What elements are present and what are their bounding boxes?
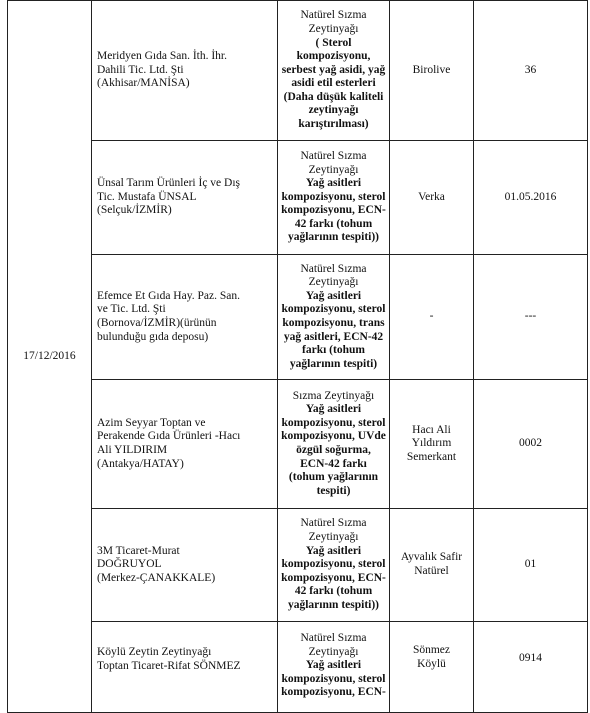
product-cell bbox=[278, 380, 390, 509]
product-title bbox=[281, 150, 386, 177]
text-line: Zeytinyağı bbox=[308, 531, 359, 544]
text-line: Natürel Sızma bbox=[300, 9, 367, 22]
text-line: kompozisyonu, trans bbox=[282, 317, 385, 329]
text-line: Yağ asitleri bbox=[305, 403, 362, 416]
product-cell bbox=[278, 141, 390, 255]
text-line: Sönmez bbox=[412, 644, 451, 656]
lot-cell: --- bbox=[474, 255, 588, 380]
text-line: (Daha düşük kaliteli bbox=[283, 90, 384, 103]
product-title bbox=[281, 390, 386, 404]
text-line: kompozisyonu, sterol bbox=[281, 558, 386, 571]
text-line: Zeytinyağı bbox=[308, 276, 359, 289]
firm-cell bbox=[92, 622, 278, 713]
product-nonconformity bbox=[281, 545, 386, 613]
text-line: ECN-42 farkı bbox=[300, 457, 367, 470]
text-line: kompozisyonu, sterol bbox=[281, 190, 386, 203]
text-line: kompozisyonu, UVde bbox=[281, 430, 386, 443]
text-line: Ali YILDIRIM bbox=[97, 444, 168, 456]
text-line: Zeytinyağı bbox=[308, 645, 359, 658]
text-line: kompozisyonu, sterol bbox=[281, 416, 386, 429]
table-row bbox=[8, 141, 588, 255]
product-cell bbox=[278, 509, 390, 622]
brand-cell bbox=[390, 255, 474, 380]
text-line: kompozisyonu, sterol bbox=[281, 303, 386, 316]
text-line: Zeytinyağı bbox=[308, 22, 359, 35]
text-line: Köylü Zeytin Zeytinyağı bbox=[97, 646, 212, 658]
brand-cell bbox=[390, 380, 474, 509]
text-line: zeytinyağı bbox=[308, 104, 359, 117]
text-line: tespiti) bbox=[316, 484, 351, 497]
text-line: kompozisyonu, ECN- bbox=[281, 571, 386, 584]
text-line: yağ asitleri, ECN-42 bbox=[283, 330, 384, 343]
text-line: Zeytinyağı bbox=[308, 163, 359, 176]
table-body bbox=[8, 1, 588, 713]
product-title bbox=[281, 517, 386, 544]
product-title bbox=[281, 263, 386, 290]
brand-cell bbox=[390, 141, 474, 255]
text-line: Perakende Gıda Ürünleri -Hacı bbox=[97, 430, 241, 443]
product-nonconformity bbox=[281, 37, 386, 132]
text-line: (Antakya/HATAY) bbox=[97, 457, 184, 470]
text-line: yağlarının tespiti)) bbox=[287, 598, 380, 611]
table-row bbox=[8, 509, 588, 622]
product-nonconformity bbox=[281, 659, 386, 700]
text-line: 42 farkı (tohum bbox=[294, 585, 373, 598]
product-cell bbox=[278, 255, 390, 380]
text-line: kompozisyonu, bbox=[296, 50, 371, 63]
firm-cell bbox=[92, 509, 278, 622]
text-line: Birolive bbox=[412, 63, 451, 76]
text-line: Natürel Sızma bbox=[300, 149, 367, 162]
product-cell bbox=[278, 622, 390, 713]
firm-cell bbox=[92, 1, 278, 141]
text-line: (tohum yağlarının bbox=[288, 471, 379, 484]
lot-cell: 01.05.2016 bbox=[474, 141, 588, 255]
product-title bbox=[281, 632, 386, 659]
text-line: Azim Seyyar Toptan ve bbox=[97, 416, 206, 429]
text-line: Semerkant bbox=[406, 450, 457, 463]
text-line: Toptan Ticaret-Rifat SÖNMEZ bbox=[97, 659, 241, 672]
text-line: kompozisyonu, ECN- bbox=[281, 686, 386, 699]
text-line: Dahili Tic. Ltd. Şti bbox=[97, 63, 184, 76]
table-row bbox=[8, 380, 588, 509]
text-line: 42 farkı (tohum bbox=[294, 217, 373, 230]
text-line: serbest yağ asidi, yağ bbox=[281, 63, 386, 76]
text-line: Yağ asitleri bbox=[305, 659, 362, 672]
product-nonconformity bbox=[281, 177, 386, 245]
inspection-date-cell: 17/12/2016 bbox=[8, 1, 92, 713]
text-line: DOĞRUYOL bbox=[97, 558, 162, 571]
text-line: (Merkez-ÇANAKKALE) bbox=[97, 571, 216, 584]
text-line: Ayvalık Safir bbox=[400, 551, 463, 564]
text-line: Yağ asitleri bbox=[305, 544, 362, 557]
text-line: Ünsal Tarım Ürünleri İç ve Dış bbox=[97, 177, 241, 190]
text-line: karıştırılması) bbox=[298, 118, 369, 131]
text-line: farkı (tohum bbox=[302, 344, 365, 357]
text-line: Tic. Mustafa ÜNSAL bbox=[97, 190, 197, 203]
text-line: Efemce Et Gıda Hay. Paz. San. bbox=[97, 289, 240, 302]
text-line: (Selçuk/İZMİR) bbox=[97, 204, 172, 217]
text-line: bulunduğu gıda deposu) bbox=[97, 330, 209, 343]
inspection-results-table bbox=[7, 0, 588, 713]
lot-cell: 36 bbox=[474, 1, 588, 141]
brand-cell bbox=[390, 509, 474, 622]
brand-cell bbox=[390, 1, 474, 141]
text-line: özgül soğurma, bbox=[296, 444, 371, 456]
text-line: Hacı Ali bbox=[412, 423, 451, 436]
text-line: Köylü bbox=[417, 657, 446, 670]
text-line: Natürel bbox=[414, 565, 449, 577]
text-line: Verka bbox=[418, 190, 445, 203]
text-line: Yağ asitleri bbox=[305, 289, 362, 302]
text-line: Yıldırım bbox=[411, 437, 452, 450]
lot-cell: 0914 bbox=[474, 622, 588, 713]
text-line: kompozisyonu, ECN- bbox=[281, 204, 386, 217]
text-line: Natürel Sızma bbox=[300, 517, 367, 530]
text-line: asidi etil esterleri bbox=[291, 77, 376, 90]
product-nonconformity bbox=[281, 290, 386, 372]
text-line: ve Tic. Ltd. Şti bbox=[97, 303, 166, 316]
firm-cell bbox=[92, 380, 278, 509]
text-line: (Akhisar/MANİSA) bbox=[97, 77, 190, 90]
text-line: ( Sterol bbox=[315, 36, 352, 49]
brand-cell bbox=[390, 622, 474, 713]
text-line: Sızma Zeytinyağı bbox=[292, 389, 375, 402]
text-line: yağlarının tespiti)) bbox=[287, 231, 380, 244]
table-row bbox=[8, 255, 588, 380]
text-line: (Bornova/İZMİR)(ürünün bbox=[97, 317, 217, 329]
product-nonconformity bbox=[281, 403, 386, 498]
text-line: Yağ asitleri bbox=[305, 177, 362, 190]
product-title bbox=[281, 9, 386, 36]
text-line: yağlarının tespiti) bbox=[289, 357, 378, 370]
table-row bbox=[8, 1, 588, 141]
firm-cell bbox=[92, 255, 278, 380]
text-line: kompozisyonu, sterol bbox=[281, 672, 386, 685]
lot-cell: 0002 bbox=[474, 380, 588, 509]
product-cell bbox=[278, 1, 390, 141]
text-line: Meridyen Gıda San. İth. İhr. bbox=[97, 50, 227, 63]
table-row bbox=[8, 622, 588, 713]
lot-cell: 01 bbox=[474, 509, 588, 622]
text-line: Natürel Sızma bbox=[300, 262, 367, 275]
text-line: Natürel Sızma bbox=[300, 632, 367, 644]
text-line: - bbox=[429, 310, 434, 323]
firm-cell bbox=[92, 141, 278, 255]
text-line: 3M Ticaret-Murat bbox=[97, 544, 180, 557]
